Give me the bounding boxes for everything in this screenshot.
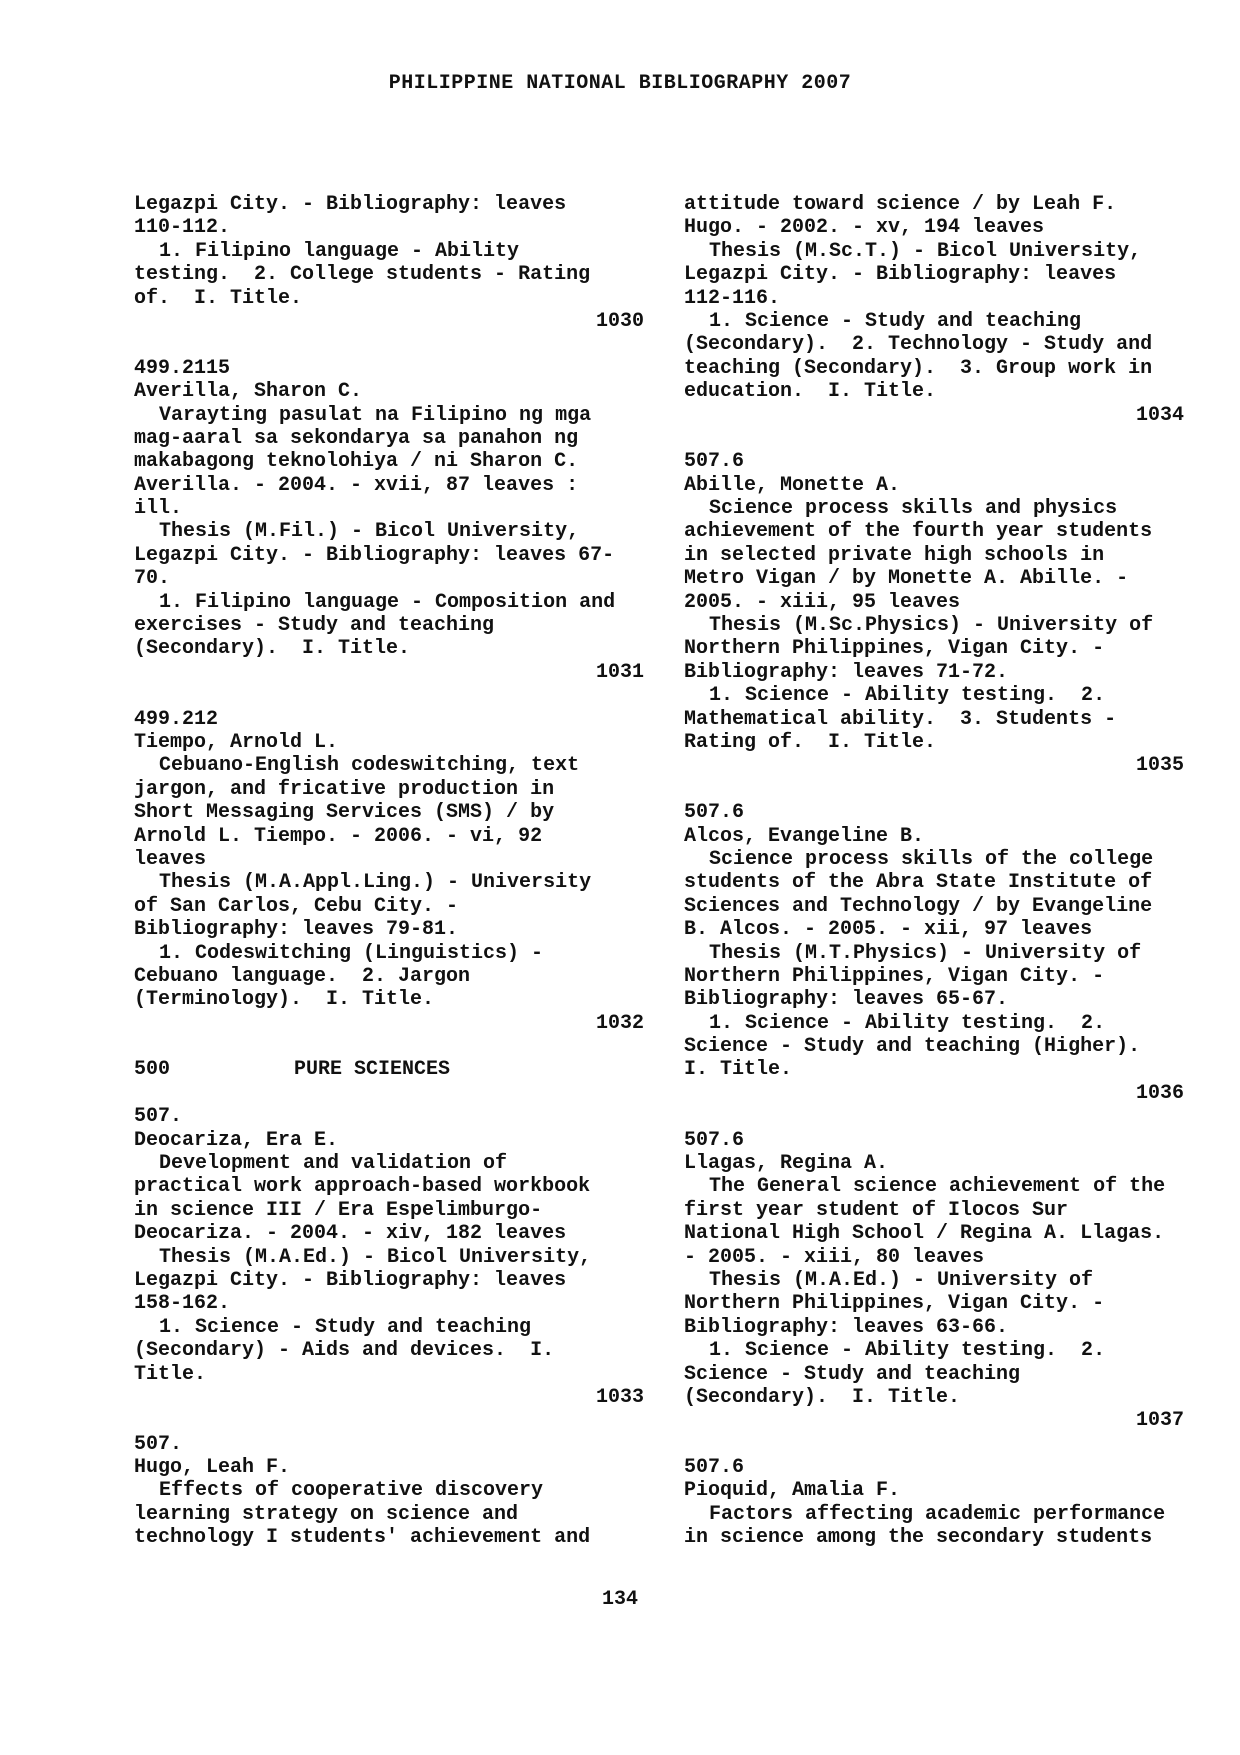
entry-number: 1037 [1135,1409,1184,1433]
entry-line: Science process skills of the college [709,847,1154,871]
running-head: PHILIPPINE NATIONAL BIBLIOGRAPHY 2007 [388,72,852,95]
entry-line: Metro Vigan / by Monette A. Abille. - [684,567,1129,591]
entry-line: Bibliography: leaves 63-66. [684,1315,1009,1339]
entry-line: (Secondary). I. Title. [684,1385,961,1409]
entry-line: Thesis (M.A.Appl.Ling.) - University [159,871,592,895]
entry-line: Thesis (M.Fil.) - Bicol University, [159,520,580,544]
entry-line: Sciences and Technology / by Evangeline [684,894,1153,918]
entry-number: 1032 [595,1011,644,1035]
entry-line: 1. Science - Ability testing. 2. [709,684,1106,708]
entry-line: education. I. Title. [684,380,937,404]
entry-line: Varayting pasulat na Filipino ng mga [159,403,592,427]
entry-line: 1. Filipino language - Composition and [159,590,616,614]
bibliography-entry [134,1433,644,1550]
entry-line: 507.6 [684,450,745,474]
entry-line: Bibliography: leaves 79-81. [134,918,459,942]
entry-line: Thesis (M.T.Physics) - University of [709,941,1142,965]
entry-line: Arnold L. Tiempo. - 2006. - vi, 92 [134,824,543,848]
bibliography-entry [134,357,644,708]
entry-line: Science - Study and teaching (Higher). [684,1035,1141,1059]
entry-line: 507. [134,1432,183,1456]
entry-line: students of the Abra State Institute of [684,871,1153,895]
page-number: 134 [601,1588,638,1611]
entry-line: Bibliography: leaves 71-72. [684,660,1009,684]
entry-line: 158-162. [134,1292,231,1316]
entry-line: mag-aaral sa sekondarya sa panahon ng [134,426,579,450]
entry-line: Rating of. I. Title. [684,730,937,754]
entry-line: teaching (Secondary). 3. Group work in [684,356,1153,380]
entry-line: leaves [134,847,207,871]
entry-line: 1. Science - Ability testing. 2. [709,1011,1106,1035]
entry-line: jargon, and fricative production in [134,777,555,801]
entry-line: practical work approach-based workbook [134,1175,591,1199]
entry-line: National High School / Regina A. Llagas. [684,1222,1165,1246]
entry-line: learning strategy on science and [134,1502,519,1526]
entry-line: 507. [134,1105,183,1129]
entry-line: 1. Science - Study and teaching [709,309,1082,333]
entry-line: ill. [134,497,183,521]
entry-line: Cebuano language. 2. Jargon [134,964,471,988]
section-heading [134,1058,644,1105]
entry-line: exercises - Study and teaching [134,614,495,638]
entry-line: 507.6 [684,801,745,825]
section-label: PURE SCIENCES [294,1058,451,1082]
bibliography-entry [134,1105,644,1432]
entry-line: in science III / Era Espelimburgo- [134,1198,543,1222]
entry-line: Cebuano-English codeswitching, text [159,754,580,778]
entry-line: Thesis (M.A.Ed.) - University of [709,1268,1094,1292]
entry-line: Legazpi City. - Bibliography: leaves [684,263,1117,287]
entry-line: technology I students' achievement and [134,1526,591,1550]
entry-line: Pioquid, Amalia F. [684,1479,901,1503]
entry-line: 110-112. [134,216,231,240]
bibliography-entry [134,193,644,357]
entry-number: 1034 [1135,403,1184,427]
entry-line: first year student of Ilocos Sur [684,1198,1069,1222]
entry-line: I. Title. [684,1058,793,1082]
entry-line: of. I. Title. [134,286,303,310]
entry-line: (Secondary) - Aids and devices. I. [134,1339,555,1363]
entry-line: Legazpi City. - Bibliography: leaves [134,1268,567,1292]
entry-number: 1030 [595,309,644,333]
entry-line: testing. 2. College students - Rating [134,263,591,287]
entry-number: 1033 [595,1385,644,1409]
entry-line: Bibliography: leaves 65-67. [684,988,1009,1012]
entry-line: 499.2115 [134,356,231,380]
entry-number: 1035 [1135,754,1184,778]
bibliography-entry [684,450,1184,801]
right-column [684,193,1184,1550]
entry-line: Llagas, Regina A. [684,1152,889,1176]
entry-line: Legazpi City. - Bibliography: leaves [134,193,567,216]
entry-line: - 2005. - xiii, 80 leaves [684,1245,985,1269]
entry-line: 507.6 [684,1128,745,1152]
entry-line: of San Carlos, Cebu City. - [134,894,459,918]
entry-line: 1. Science - Study and teaching [159,1315,532,1339]
entry-line: Science - Study and teaching [684,1362,1021,1386]
entry-line: Development and validation of [159,1152,508,1176]
entry-line: Hugo. - 2002. - xv, 194 leaves [684,216,1045,240]
entry-line: makabagong teknolohiya / ni Sharon C. [134,450,579,474]
entry-line: Abille, Monette A. [684,473,901,497]
entry-line: The General science achievement of the [709,1175,1166,1199]
entry-line: Alcos, Evangeline B. [684,824,925,848]
entry-line: (Secondary). I. Title. [134,637,411,661]
entry-line: Effects of cooperative discovery [159,1479,544,1503]
entry-line: (Secondary). 2. Technology - Study and [684,333,1153,357]
entry-line: achievement of the fourth year students [684,520,1153,544]
bibliography-entry [684,1456,1184,1550]
entry-line: Northern Philippines, Vigan City. - [684,964,1105,988]
entry-line: Averilla, Sharon C. [134,380,363,404]
entry-line: 2005. - xiii, 95 leaves [684,590,961,614]
entry-line: Averilla. - 2004. - xvii, 87 leaves : [134,473,579,497]
entry-line: Northern Philippines, Vigan City. - [684,637,1105,661]
section-code: 500 [134,1058,171,1082]
entry-line: Northern Philippines, Vigan City. - [684,1292,1105,1316]
entry-line: 499.212 [134,707,219,731]
entry-line: Thesis (M.Sc.Physics) - University of [709,614,1154,638]
entry-line: Thesis (M.A.Ed.) - Bicol University, [159,1245,592,1269]
entry-line: 112-116. [684,286,781,310]
entry-line: 1. Codeswitching (Linguistics) - [159,941,544,965]
entry-line: Hugo, Leah F. [134,1456,291,1480]
entry-line: Deocariza, Era E. [134,1128,339,1152]
bibliography-entry [684,193,1184,450]
left-column [134,193,644,1550]
bibliography-entry [134,708,644,1059]
entry-line: Factors affecting academic performance [709,1502,1166,1526]
entry-line: Deocariza. - 2004. - xiv, 182 leaves [134,1222,567,1246]
entry-line: Thesis (M.Sc.T.) - Bicol University, [709,239,1142,263]
entry-line: attitude toward science / by Leah F. [684,193,1117,216]
entry-line: Title. [134,1362,207,1386]
entry-line: Tiempo, Arnold L. [134,730,339,754]
entry-line: Legazpi City. - Bibliography: leaves 67- [134,543,615,567]
entry-line: 70. [134,567,171,591]
entry-line: 507.6 [684,1456,745,1480]
bibliography-entry [684,1129,1184,1456]
entry-number: 1031 [595,660,644,684]
entry-line: (Terminology). I. Title. [134,988,435,1012]
entry-line: 1. Filipino language - Ability [159,239,520,263]
entry-line: B. Alcos. - 2005. - xii, 97 leaves [684,918,1093,942]
entry-line: Mathematical ability. 3. Students - [684,707,1117,731]
entry-line: in science among the secondary students [684,1526,1153,1550]
entry-line: Short Messaging Services (SMS) / by [134,801,555,825]
entry-line: Science process skills and physics [709,497,1118,521]
bibliography-entry [684,801,1184,1128]
entry-line: 1. Science - Ability testing. 2. [709,1339,1106,1363]
entry-number: 1036 [1135,1081,1184,1105]
entry-line: in selected private high schools in [684,543,1105,567]
